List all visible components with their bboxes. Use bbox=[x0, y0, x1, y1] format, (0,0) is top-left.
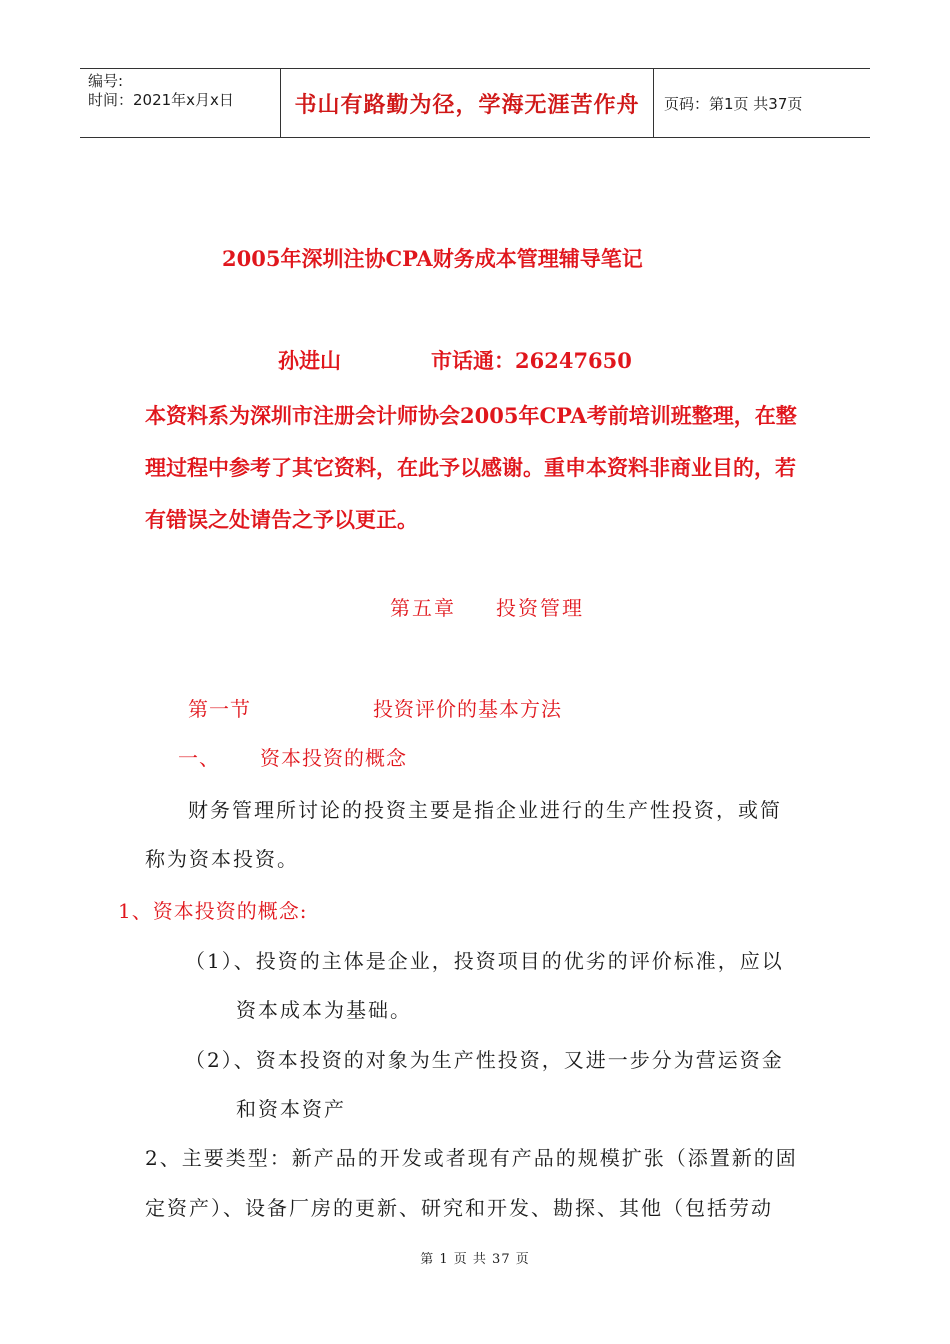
list-item-heading: 1、资本投资的概念: bbox=[118, 899, 308, 923]
subsection-number: 一、 bbox=[178, 746, 220, 770]
chapter-heading bbox=[390, 592, 584, 621]
list-item: 资本成本为基础。 bbox=[236, 998, 412, 1022]
author-line bbox=[278, 345, 632, 375]
list-item: （2）、资本投资的对象为生产性投资，又进一步分为营运资金 bbox=[185, 1048, 784, 1072]
section-title: 投资评价的基本方法 bbox=[373, 697, 562, 721]
header-meta bbox=[80, 69, 281, 137]
page-header bbox=[80, 68, 870, 138]
subsection-title: 资本投资的概念 bbox=[260, 746, 407, 770]
doc-number-label: 编号: bbox=[88, 72, 124, 90]
doc-time-label: 时间：2021年x月x日 bbox=[88, 91, 234, 109]
header-motto: 书山有路勤为径，学海无涯苦作舟 bbox=[281, 69, 654, 137]
section-number: 第一节 bbox=[188, 697, 251, 721]
page-footer: 第 1 页 共 37 页 bbox=[420, 1252, 530, 1267]
subsection-heading bbox=[178, 742, 407, 771]
list-item: 定资产）、设备厂房的更新、研究和开发、勘探、其他（包括劳动 bbox=[145, 1196, 773, 1220]
doc-title: 2005年深圳注协CPA财务成本管理辅导笔记 bbox=[222, 246, 643, 271]
paragraph-line: 财务管理所讨论的投资主要是指企业进行的生产性投资，或简 bbox=[188, 798, 782, 822]
list-item: 和资本资产 bbox=[236, 1097, 346, 1121]
list-item: （1）、投资的主体是企业，投资项目的优劣的评价标准，应以 bbox=[185, 949, 784, 973]
header-page-label: 页码：第1页 共37页 bbox=[664, 94, 803, 113]
chapter-title: 投资管理 bbox=[496, 596, 584, 620]
list-item: 2、主要类型：新产品的开发或者现有产品的规模扩张（添置新的固 bbox=[145, 1146, 798, 1170]
notice-paragraph: 本资料系为深圳市注册会计师协会2005年CPA考前培训班整理，在整理过程中参考了其它资料，在此予以感谢。重申本资料非商业目的，若有错误之处请告之予以更正。 bbox=[145, 403, 797, 532]
paragraph-line: 称为资本投资。 bbox=[145, 847, 299, 871]
chapter-number: 第五章 bbox=[390, 596, 456, 620]
section-heading bbox=[188, 693, 562, 722]
author-name: 孙进山 bbox=[278, 348, 341, 373]
author-phone: 市话通：26247650 bbox=[431, 348, 632, 373]
